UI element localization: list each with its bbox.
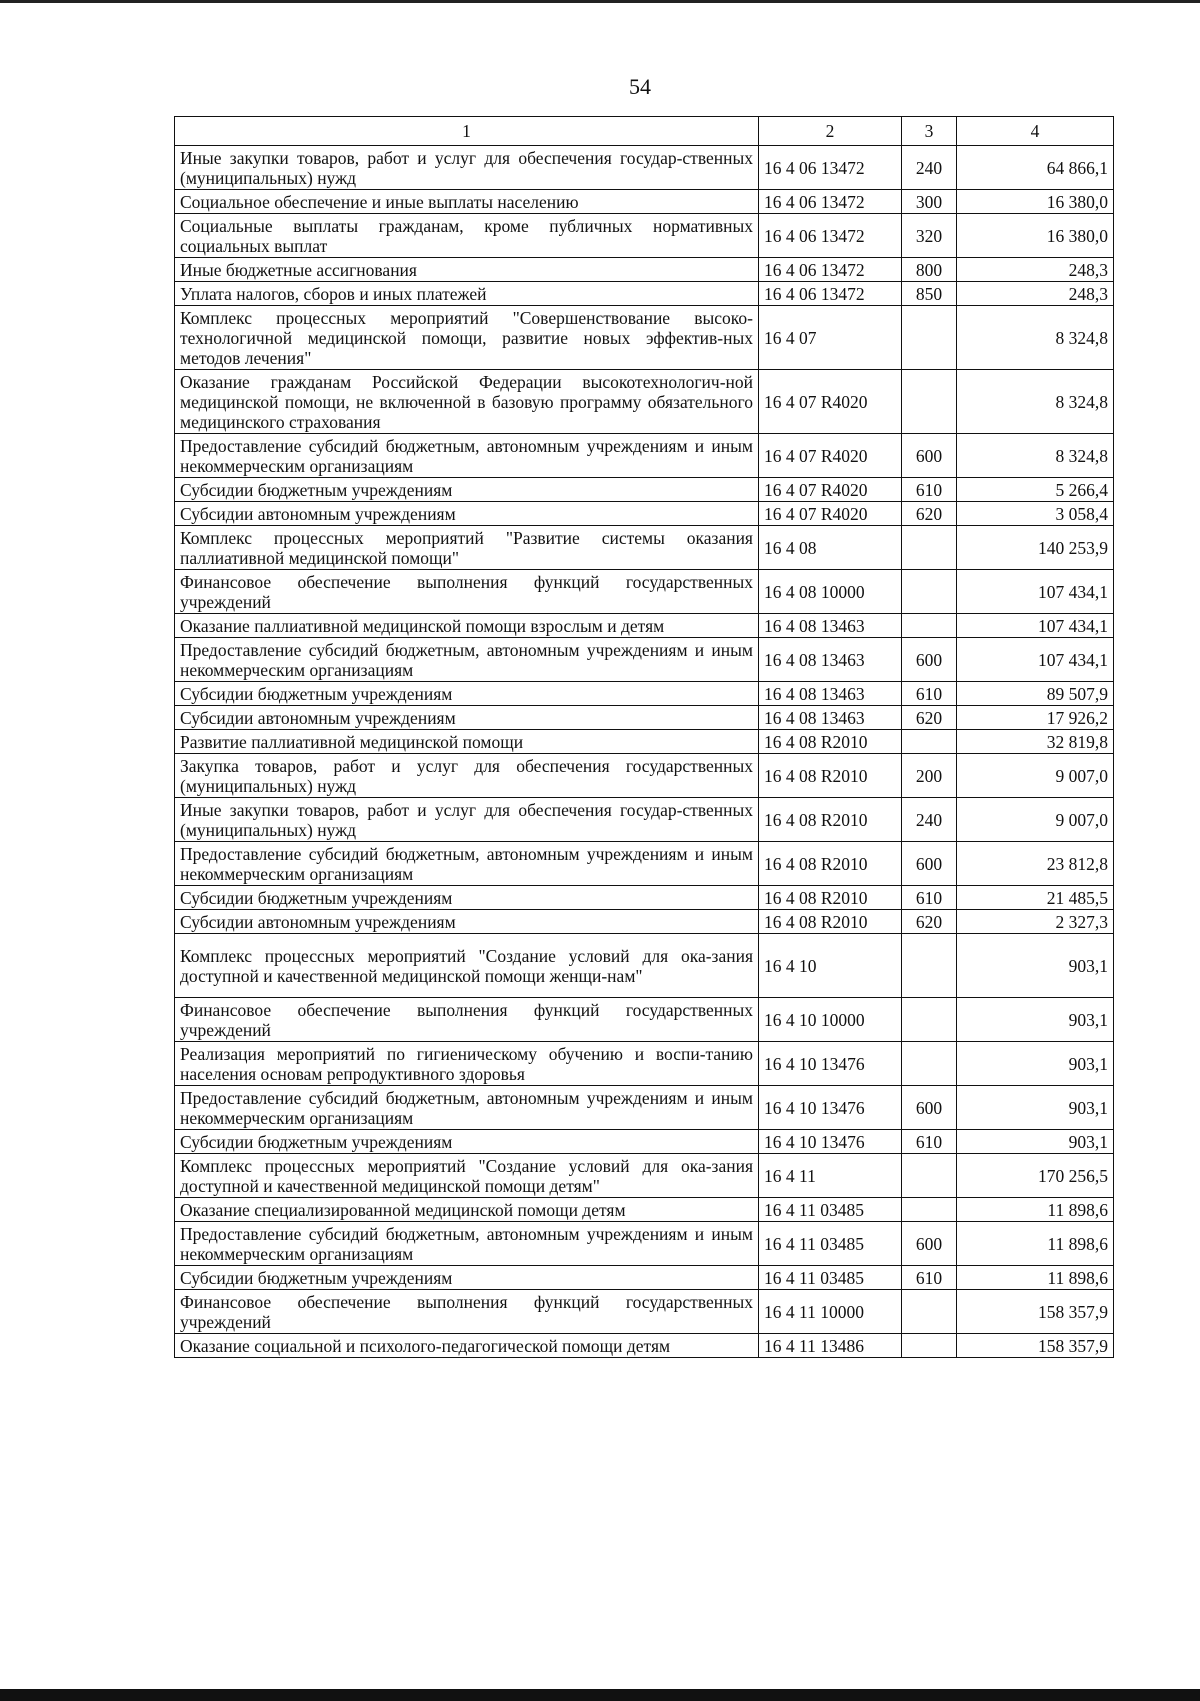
row-name: Финансовое обеспечение выполнения функций государственных учреждений bbox=[175, 998, 759, 1042]
row-name: Оказание гражданам Российской Федерации высокотехнологич-ной медицинской помощи, не включенной в базовую программу обязательного медицинского страхования bbox=[175, 370, 759, 434]
header-cell-1: 1 bbox=[175, 117, 759, 146]
row-name: Социальное обеспечение и иные выплаты населению bbox=[175, 190, 759, 214]
row-name: Предоставление субсидий бюджетным, автономным учреждениям и иным некоммерческим организациям bbox=[175, 638, 759, 682]
page-number: 54 bbox=[629, 74, 651, 99]
row-type bbox=[902, 614, 957, 638]
table-row bbox=[175, 434, 1114, 478]
row-type: 610 bbox=[902, 1266, 957, 1290]
table-row bbox=[175, 1154, 1114, 1198]
table-row bbox=[175, 1042, 1114, 1086]
row-type bbox=[902, 998, 957, 1042]
table-row bbox=[175, 638, 1114, 682]
row-name: Развитие паллиативной медицинской помощи bbox=[175, 730, 759, 754]
row-code: 16 4 10 10000 bbox=[759, 998, 902, 1042]
table-row bbox=[175, 1222, 1114, 1266]
row-type: 600 bbox=[902, 434, 957, 478]
row-amount: 903,1 bbox=[957, 1086, 1114, 1130]
row-code: 16 4 11 03485 bbox=[759, 1222, 902, 1266]
row-name: Комплекс процессных мероприятий "Развитие системы оказания паллиативной медицинской помощи" bbox=[175, 526, 759, 570]
row-code: 16 4 08 R2010 bbox=[759, 842, 902, 886]
row-amount: 21 485,5 bbox=[957, 886, 1114, 910]
row-amount: 107 434,1 bbox=[957, 638, 1114, 682]
row-amount: 64 866,1 bbox=[957, 146, 1114, 190]
row-amount: 170 256,5 bbox=[957, 1154, 1114, 1198]
row-amount: 140 253,9 bbox=[957, 526, 1114, 570]
row-code: 16 4 10 13476 bbox=[759, 1042, 902, 1086]
table-row bbox=[175, 282, 1114, 306]
row-code: 16 4 07 R4020 bbox=[759, 502, 902, 526]
row-type: 620 bbox=[902, 910, 957, 934]
row-type: 300 bbox=[902, 190, 957, 214]
row-amount: 17 926,2 bbox=[957, 706, 1114, 730]
row-code: 16 4 11 13486 bbox=[759, 1334, 902, 1358]
table-row bbox=[175, 614, 1114, 638]
table-row bbox=[175, 706, 1114, 730]
row-type bbox=[902, 370, 957, 434]
table-row bbox=[175, 1130, 1114, 1154]
row-type: 600 bbox=[902, 842, 957, 886]
table-row bbox=[175, 798, 1114, 842]
row-name: Субсидии автономным учреждениям bbox=[175, 706, 759, 730]
row-code: 16 4 08 R2010 bbox=[759, 754, 902, 798]
row-name: Иные бюджетные ассигнования bbox=[175, 258, 759, 282]
row-code: 16 4 07 R4020 bbox=[759, 370, 902, 434]
row-amount: 158 357,9 bbox=[957, 1334, 1114, 1358]
row-code: 16 4 11 03485 bbox=[759, 1266, 902, 1290]
row-amount: 5 266,4 bbox=[957, 478, 1114, 502]
table-row bbox=[175, 258, 1114, 282]
row-name: Субсидии бюджетным учреждениям bbox=[175, 682, 759, 706]
row-amount: 158 357,9 bbox=[957, 1290, 1114, 1334]
row-name: Субсидии бюджетным учреждениям bbox=[175, 1130, 759, 1154]
row-amount: 8 324,8 bbox=[957, 306, 1114, 370]
table-body bbox=[175, 117, 1114, 1358]
row-name: Субсидии автономным учреждениям bbox=[175, 502, 759, 526]
table-row bbox=[175, 682, 1114, 706]
row-name: Предоставление субсидий бюджетным, автономным учреждениям и иным некоммерческим организациям bbox=[175, 1222, 759, 1266]
row-name: Социальные выплаты гражданам, кроме публичных нормативных социальных выплат bbox=[175, 214, 759, 258]
row-type bbox=[902, 306, 957, 370]
row-name: Иные закупки товаров, работ и услуг для обеспечения государ-ственных (муниципальных) нужд bbox=[175, 146, 759, 190]
table-row bbox=[175, 1086, 1114, 1130]
row-type: 240 bbox=[902, 146, 957, 190]
row-name: Комплекс процессных мероприятий "Создание условий для ока-зания доступной и качественной медицинской помощи детям" bbox=[175, 1154, 759, 1198]
row-name: Субсидии автономным учреждениям bbox=[175, 910, 759, 934]
row-type bbox=[902, 526, 957, 570]
row-type: 600 bbox=[902, 1222, 957, 1266]
row-amount: 16 380,0 bbox=[957, 214, 1114, 258]
row-type: 620 bbox=[902, 706, 957, 730]
table-row bbox=[175, 1266, 1114, 1290]
table-row bbox=[175, 842, 1114, 886]
row-type: 610 bbox=[902, 682, 957, 706]
row-name: Субсидии бюджетным учреждениям bbox=[175, 886, 759, 910]
row-type: 610 bbox=[902, 886, 957, 910]
table-row bbox=[175, 998, 1114, 1042]
row-amount: 8 324,8 bbox=[957, 434, 1114, 478]
table-row bbox=[175, 190, 1114, 214]
row-code: 16 4 10 bbox=[759, 934, 902, 998]
scan-edge-top bbox=[0, 0, 1200, 3]
row-amount: 2 327,3 bbox=[957, 910, 1114, 934]
row-type: 850 bbox=[902, 282, 957, 306]
row-type bbox=[902, 730, 957, 754]
scan-edge-bottom bbox=[0, 1689, 1200, 1701]
row-name: Субсидии бюджетным учреждениям bbox=[175, 478, 759, 502]
table-row bbox=[175, 502, 1114, 526]
row-name: Оказание специализированной медицинской помощи детям bbox=[175, 1198, 759, 1222]
row-code: 16 4 11 10000 bbox=[759, 1290, 902, 1334]
header-cell-3: 3 bbox=[902, 117, 957, 146]
row-name: Субсидии бюджетным учреждениям bbox=[175, 1266, 759, 1290]
budget-table bbox=[174, 116, 1114, 1358]
row-amount: 107 434,1 bbox=[957, 570, 1114, 614]
row-code: 16 4 08 13463 bbox=[759, 682, 902, 706]
row-amount: 9 007,0 bbox=[957, 754, 1114, 798]
row-amount: 903,1 bbox=[957, 1042, 1114, 1086]
table-header-row bbox=[175, 117, 1114, 146]
row-name: Предоставление субсидий бюджетным, автономным учреждениям и иным некоммерческим организациям bbox=[175, 842, 759, 886]
row-type: 320 bbox=[902, 214, 957, 258]
table-row bbox=[175, 306, 1114, 370]
row-type: 600 bbox=[902, 1086, 957, 1130]
row-code: 16 4 08 13463 bbox=[759, 638, 902, 682]
table-row bbox=[175, 146, 1114, 190]
row-name: Оказание социальной и психолого-педагогической помощи детям bbox=[175, 1334, 759, 1358]
row-name: Финансовое обеспечение выполнения функций государственных учреждений bbox=[175, 570, 759, 614]
row-type bbox=[902, 1198, 957, 1222]
row-type: 610 bbox=[902, 1130, 957, 1154]
table-row bbox=[175, 1334, 1114, 1358]
row-code: 16 4 07 R4020 bbox=[759, 434, 902, 478]
row-amount: 903,1 bbox=[957, 934, 1114, 998]
row-type bbox=[902, 1290, 957, 1334]
table-row bbox=[175, 1198, 1114, 1222]
row-code: 16 4 08 R2010 bbox=[759, 730, 902, 754]
row-amount: 903,1 bbox=[957, 1130, 1114, 1154]
row-name: Уплата налогов, сборов и иных платежей bbox=[175, 282, 759, 306]
table-row bbox=[175, 526, 1114, 570]
row-type bbox=[902, 1042, 957, 1086]
row-type: 600 bbox=[902, 638, 957, 682]
row-amount: 248,3 bbox=[957, 258, 1114, 282]
row-amount: 8 324,8 bbox=[957, 370, 1114, 434]
row-amount: 32 819,8 bbox=[957, 730, 1114, 754]
row-name: Комплекс процессных мероприятий "Создание условий для ока-зания доступной и качественной медицинской помощи женщи-нам" bbox=[175, 934, 759, 998]
row-code: 16 4 06 13472 bbox=[759, 190, 902, 214]
row-type bbox=[902, 570, 957, 614]
table-row bbox=[175, 570, 1114, 614]
row-type: 800 bbox=[902, 258, 957, 282]
row-code: 16 4 07 bbox=[759, 306, 902, 370]
row-name: Комплекс процессных мероприятий "Совершенствование высоко-технологичной медицинской помощи, развитие новых эффектив-ных методов лечения" bbox=[175, 306, 759, 370]
row-name: Оказание паллиативной медицинской помощи взрослым и детям bbox=[175, 614, 759, 638]
row-amount: 23 812,8 bbox=[957, 842, 1114, 886]
row-name: Реализация мероприятий по гигиеническому обучению и воспи-танию населения основам репродуктивного здоровья bbox=[175, 1042, 759, 1086]
row-code: 16 4 06 13472 bbox=[759, 146, 902, 190]
row-type: 620 bbox=[902, 502, 957, 526]
row-code: 16 4 08 13463 bbox=[759, 614, 902, 638]
table-row bbox=[175, 370, 1114, 434]
row-type bbox=[902, 934, 957, 998]
table-row bbox=[175, 214, 1114, 258]
row-code: 16 4 08 10000 bbox=[759, 570, 902, 614]
header-cell-2: 2 bbox=[759, 117, 902, 146]
row-type bbox=[902, 1334, 957, 1358]
row-type: 200 bbox=[902, 754, 957, 798]
row-code: 16 4 08 R2010 bbox=[759, 798, 902, 842]
row-code: 16 4 08 13463 bbox=[759, 706, 902, 730]
row-code: 16 4 06 13472 bbox=[759, 258, 902, 282]
table-row bbox=[175, 910, 1114, 934]
row-name: Предоставление субсидий бюджетным, автономным учреждениям и иным некоммерческим организациям bbox=[175, 1086, 759, 1130]
header-cell-4: 4 bbox=[957, 117, 1114, 146]
row-amount: 11 898,6 bbox=[957, 1222, 1114, 1266]
row-code: 16 4 08 R2010 bbox=[759, 910, 902, 934]
row-amount: 903,1 bbox=[957, 998, 1114, 1042]
row-amount: 89 507,9 bbox=[957, 682, 1114, 706]
row-code: 16 4 06 13472 bbox=[759, 282, 902, 306]
row-type bbox=[902, 1154, 957, 1198]
row-code: 16 4 07 R4020 bbox=[759, 478, 902, 502]
row-type: 240 bbox=[902, 798, 957, 842]
table-row bbox=[175, 730, 1114, 754]
table-row bbox=[175, 1290, 1114, 1334]
row-type: 610 bbox=[902, 478, 957, 502]
row-amount: 3 058,4 bbox=[957, 502, 1114, 526]
row-code: 16 4 08 R2010 bbox=[759, 886, 902, 910]
row-amount: 9 007,0 bbox=[957, 798, 1114, 842]
table-row bbox=[175, 934, 1114, 998]
table-row bbox=[175, 886, 1114, 910]
row-name: Иные закупки товаров, работ и услуг для обеспечения государ-ственных (муниципальных) нужд bbox=[175, 798, 759, 842]
table-row bbox=[175, 478, 1114, 502]
row-name: Финансовое обеспечение выполнения функций государственных учреждений bbox=[175, 1290, 759, 1334]
row-code: 16 4 08 bbox=[759, 526, 902, 570]
row-amount: 107 434,1 bbox=[957, 614, 1114, 638]
row-amount: 16 380,0 bbox=[957, 190, 1114, 214]
row-code: 16 4 11 bbox=[759, 1154, 902, 1198]
table-row bbox=[175, 754, 1114, 798]
row-amount: 11 898,6 bbox=[957, 1266, 1114, 1290]
row-name: Предоставление субсидий бюджетным, автономным учреждениям и иным некоммерческим организациям bbox=[175, 434, 759, 478]
row-amount: 11 898,6 bbox=[957, 1198, 1114, 1222]
row-amount: 248,3 bbox=[957, 282, 1114, 306]
row-code: 16 4 06 13472 bbox=[759, 214, 902, 258]
row-code: 16 4 11 03485 bbox=[759, 1198, 902, 1222]
row-name: Закупка товаров, работ и услуг для обеспечения государственных (муниципальных) нужд bbox=[175, 754, 759, 798]
row-code: 16 4 10 13476 bbox=[759, 1130, 902, 1154]
row-code: 16 4 10 13476 bbox=[759, 1086, 902, 1130]
